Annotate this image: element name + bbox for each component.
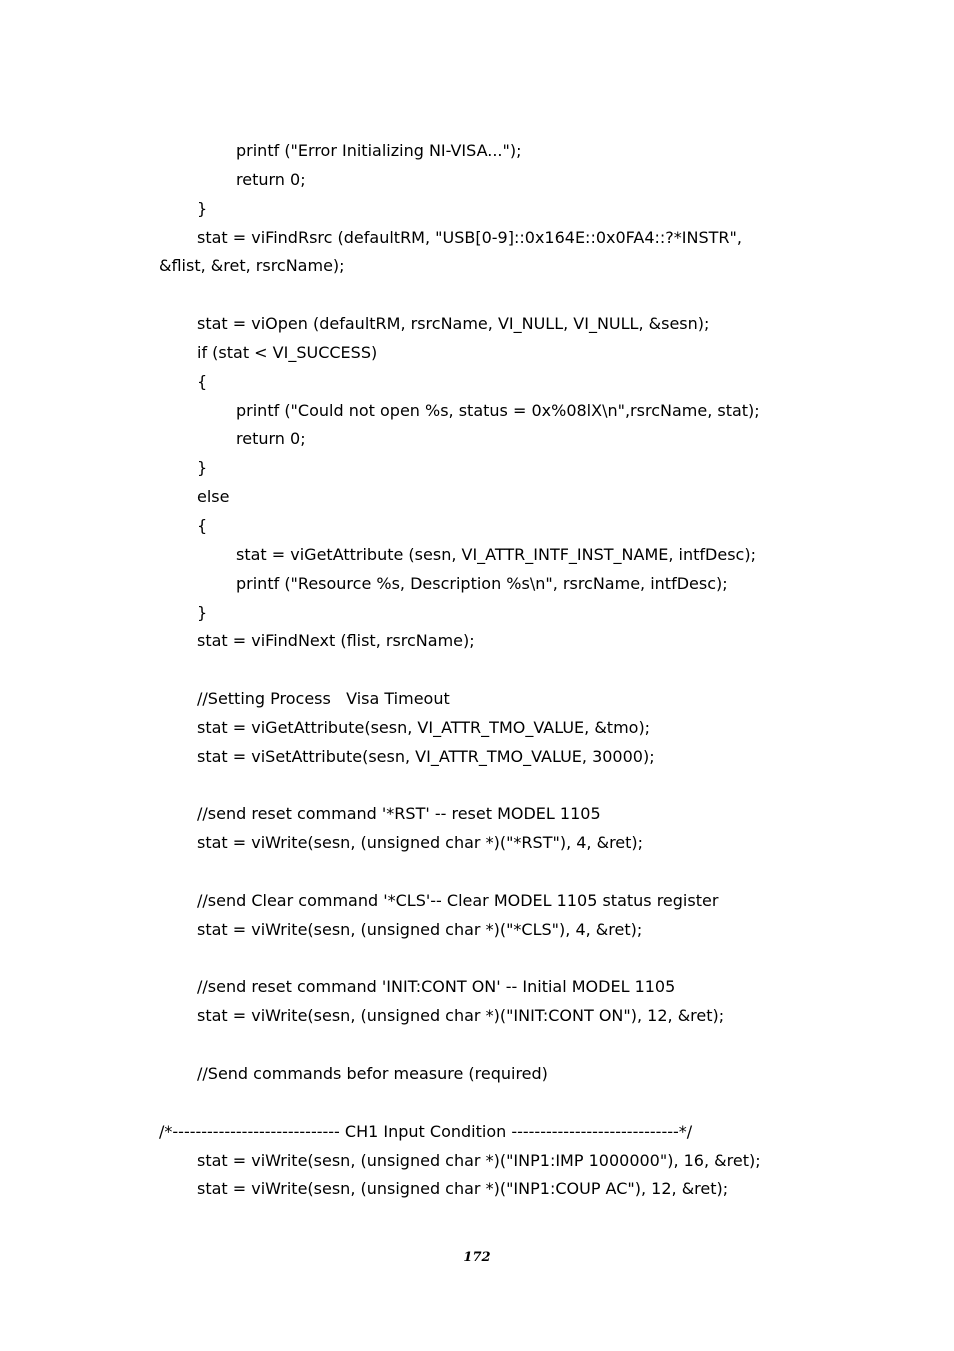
code-line: printf ("Could not open %s, status = 0x%08lX\n",rsrcName, stat);: [236, 400, 760, 420]
code-line: stat = viWrite(sesn, (unsigned char *)("INP1:COUP AC"), 12, &ret);: [197, 1179, 729, 1199]
code-line: if (stat < VI_SUCCESS): [197, 342, 378, 362]
code-line: &flist, &ret, rsrcName);: [159, 256, 345, 276]
code-line: [159, 772, 859, 801]
code-line: [159, 1031, 859, 1060]
code-line: return 0;: [236, 169, 306, 189]
code-line: [159, 281, 859, 310]
code-line: stat = viWrite(sesn, (unsigned char *)("INIT:CONT ON"), 12, &ret);: [197, 1006, 725, 1026]
code-line: stat = viWrite(sesn, (unsigned char *)("*CLS"), 4, &ret);: [197, 919, 643, 939]
code-line: //Send commands befor measure (required): [197, 1064, 548, 1083]
code-line: }: [197, 602, 208, 622]
code-line: }: [197, 198, 208, 218]
code-line: //send reset command 'INIT:CONT ON' -- Initial MODEL 1105: [197, 977, 676, 997]
code-line: stat = viGetAttribute(sesn, VI_ATTR_TMO_VALUE, &tmo);: [197, 717, 651, 737]
code-line: //send reset command '*RST' -- reset MODEL 1105: [197, 804, 601, 824]
code-line: stat = viOpen (defaultRM, rsrcName, VI_NULL, VI_NULL, &sesn);: [197, 314, 710, 334]
code-line: //send Clear command '*CLS'-- Clear MODEL 1105 status register: [197, 890, 719, 910]
code-line: [159, 858, 859, 887]
code-line: stat = viWrite(sesn, (unsigned char *)("*RST"), 4, &ret);: [197, 833, 644, 853]
page-number: 172: [463, 1250, 491, 1265]
code-line: stat = viSetAttribute(sesn, VI_ATTR_TMO_VALUE, 30000);: [197, 746, 655, 766]
code-listing: [159, 137, 859, 1204]
code-line: stat = viGetAttribute (sesn, VI_ATTR_INTF_INST_NAME, intfDesc);: [236, 544, 756, 564]
code-line: [159, 945, 859, 974]
code-line: else: [197, 487, 230, 507]
code-line: {: [197, 371, 208, 391]
code-line: return 0;: [236, 429, 306, 449]
code-line: {: [197, 515, 208, 535]
code-line: /*----------------------------- CH1 Input Condition -----------------------------*/: [159, 1121, 693, 1141]
code-line: printf ("Resource %s, Description %s\n", rsrcName, intfDesc);: [236, 573, 728, 593]
code-line: stat = viWrite(sesn, (unsigned char *)("INP1:IMP 1000000"), 16, &ret);: [197, 1150, 761, 1170]
code-line: //Setting Process Visa Timeout: [197, 689, 450, 709]
code-line: printf ("Error Initializing NI-VISA...");: [236, 141, 522, 160]
code-line: stat = viFindNext (flist, rsrcName);: [197, 631, 475, 651]
code-line: stat = viFindRsrc (defaultRM, "USB[0-9]::0x164E::0x0FA4::?*INSTR",: [197, 227, 742, 247]
code-line: [159, 656, 859, 685]
code-line: [159, 1089, 859, 1118]
code-line: }: [197, 458, 208, 478]
